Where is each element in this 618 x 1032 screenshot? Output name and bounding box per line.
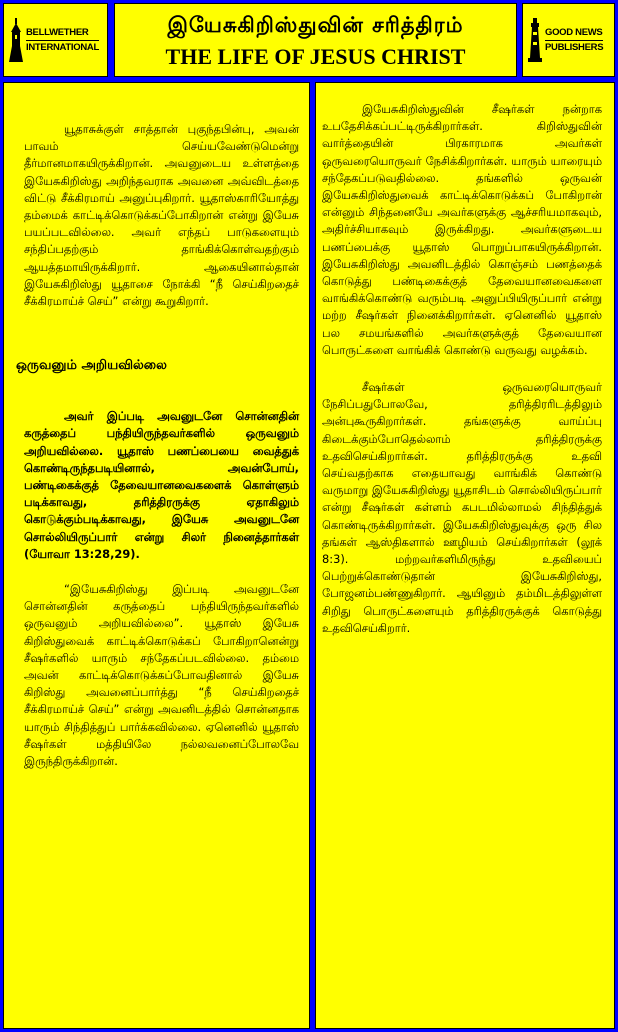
title-tamil: இயேசுகிறிஸ்துவின் சரித்திரம் [167, 12, 464, 37]
left-logo-line2: INTERNATIONAL [26, 41, 99, 53]
good-news-logo [522, 3, 615, 77]
right-column [315, 82, 615, 1029]
right-logo-line2: PUBLISHERS [545, 41, 604, 53]
right-paragraph-1: இயேசுகிறிஸ்துவின் சீஷர்கள் நன்றாக உபதேசிக்கப்பட்டிருக்கிறார்கள். கிறிஸ்துவின் வார்த்தையின் பிரகாரமாக அவர்கள் ஒருவரையொருவர் நேசிக்கிறார்கள். யாரும் யாரையும் சந்தேகப்படுவதில்லை. தங்களில் ஒருவன் இயேசுகிறிஸ்துவைக் காட்டிக்கொடுக்கப் போகிறான் என்னும் சிந்தனையே அவர்களுக்கு ஆச்சரியமாகவும், அதிர்ச்சியாகவும் இருக்கிறது. அவர்களுடைய பணப்பைக்கு யூதாஸ் பொறுப்பாகயிருக்கிறான். இயேசுகிறிஸ்து அவனிடத்தில் கொஞ்சம் பணத்தைக் கொடுத்து பண்டிகைக்குத் தேவையானவைகளை வாங்கிக்கொண்டு வரும்படி அனுப்பியிருப்பார் என்று மற்ற சீஷர்கள் நினைக்கிறார்கள். ஏனெனில் யூதாஸ் பல சமயங்களில் அவர்களுக்குத் தேவையான பொருட்களை வாங்கிக் கொண்டு வருவது வழக்கம். [322, 102, 602, 357]
lighthouse-icon [527, 18, 543, 62]
bellwether-logo [3, 3, 108, 77]
scripture-quote: அவர் இப்படி அவனுடனே சொன்னதின் கருத்தைப் பந்தியிருந்தவர்களில் ஒருவனும் அறியவில்லை. யூதாஸ் பணப்பையை வைத்துக் கொண்டிருந்தபடியினால், அவன்போய், பண்டிகைக்குத் தேவையானவைகளைக் கொள்ளும் படிக்காவது, தரித்திரருக்கு ஏதாகிலும் கொடுக்கும்படிக்காவது, இயேசு அவனுடனே சொல்லியிருப்பார் என்று சிலர் நினைத்தார்கள் (யோவா 13:28,29). [24, 409, 299, 561]
left-paragraph-1: யூதாசுக்குள் சாத்தான் புகுந்தபின்பு, அவன் பாவம் செய்யவேண்டுமென்று தீர்மானமாகயிருக்கிறான். அவனுடைய உள்ளத்தை இயேசுகிறிஸ்து அறிந்தவராக அவனை அவ்விடத்தை விட்டு சீக்கிரமாய் அனுப்புகிறார். யூதாஸ்காரியோத்து தம்மைக் காட்டிக்கொடுக்கப்போகிறான் என்று இயேசு பயப்படவில்லை. அவர் எந்தப் பாடுகளையும் சந்திப்பதற்கும் தாங்கிக்கொள்வதற்கும் ஆயத்தமாயிருக்கிறார். ஆகையினால்தான் இயேசுகிறிஸ்து யூதாசை நோக்கி “நீ செய்கிறதைச் சீக்கிரமாய்ச் செய்” என்று கூறுகிறார். [24, 122, 299, 309]
right-paragraph-2: சீஷர்கள் ஒருவரையொருவர் நேசிப்பதுபோலவே, தரித்திரரிடத்திலும் அன்புகூருகிறார்கள். தங்களுக்கு வாய்ப்பு கிடைக்கும்போதெல்லாம் தரித்திரருக்கு உதவிசெய்கிறார்கள். தரித்திரருக்கு உதவி செய்வதற்காக எதையாவது வாங்கிக் கொண்டு வருமாறு இயேசுகிறிஸ்து யூதாசிடம் சொல்லியிருப்பார் என்று சீஷர்கள் கள்ளம் கபடமில்லாமல் சிந்தித்துக் கொண்டிருக்கிறார்கள். இயேசுகிறிஸ்துவுக்கு ஒரு சில தங்கள் ஆஸ்திகளால் ஊழியம் செய்கிறார்கள் (லூக் 8:3). மற்றவர்களிமிருந்து உதவியைப் பெற்றுக்கொண்டுதான் இயேசுகிறிஸ்து, போஜனம்பண்ணுகிறார். ஆயினும் தம்மிடத்திலுள்ள சிறிது பொருட்களையும் தரித்திரருக்குக் கொடுத்து உதவிசெய்கிறார். [322, 380, 602, 635]
left-column [3, 82, 310, 1029]
title-english: THE LIFE OF JESUS CHRIST [165, 44, 466, 69]
left-paragraph-2: “இயேசுகிறிஸ்து இப்படி அவனுடனே சொன்னதின் கருத்தைப் பந்தியிருந்தவர்களில் ஒருவனும் அறியவில்லை”. யூதாஸ் இயேசு கிறிஸ்துவைக் காட்டிக்கொடுக்கப் போகிறானென்று சீஷர்களில் யாரும் சந்தேகப்படவில்லை. தம்மை அவன் காட்டிக்கொடுக்கப்போவதினால் இயேசு கிறிஸ்து அவனைப்பார்த்து “நீ செய்கிறதைச் சீக்கிரமாய்ச் செய்” என்று அவனிடத்தில் சொன்னதாக யாரும் சிந்தித்துப் பார்க்கவில்லை. ஏனெனில் யூதாஸ் சீஷர்கள் மத்தியிலே நல்லவனைப்போலவே இருந்திருக்கிறான். [24, 582, 299, 769]
section-heading: ஒருவனும் அறியவில்லை [16, 358, 167, 374]
tower-icon [8, 18, 24, 62]
right-logo-line1: GOOD NEWS [545, 26, 603, 38]
left-logo-line1: BELLWETHER [26, 26, 89, 38]
title-banner [114, 3, 517, 77]
